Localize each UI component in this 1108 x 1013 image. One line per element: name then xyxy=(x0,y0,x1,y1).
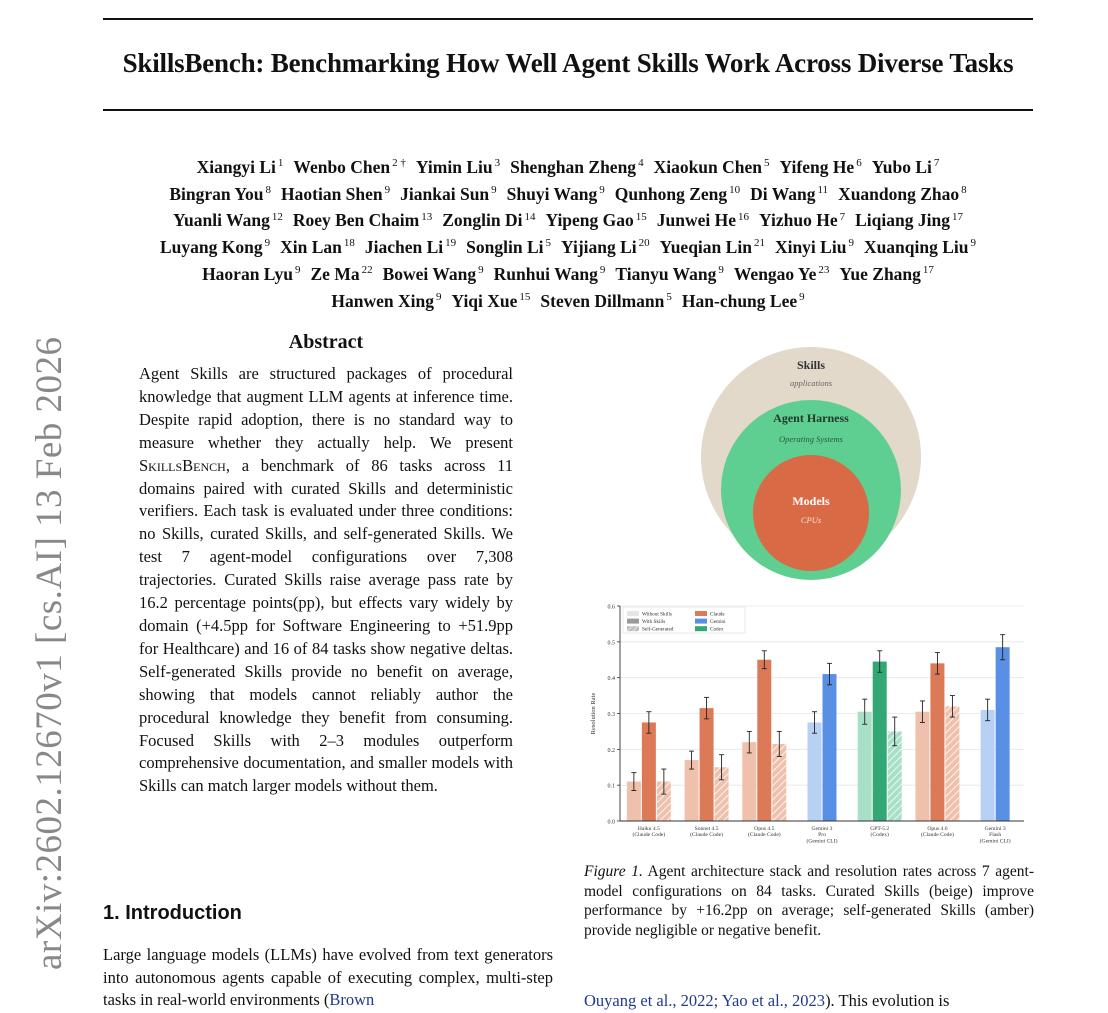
author-name xyxy=(561,237,650,257)
legend-label: Without Skills xyxy=(642,611,672,618)
y-tick-label: 0.0 xyxy=(607,819,615,826)
author-affiliation-mark: 9 xyxy=(718,264,724,277)
legend-label: Claude xyxy=(710,611,725,618)
author-name xyxy=(510,157,643,177)
bar-with-skills xyxy=(996,647,1010,821)
author-affiliation-mark: 13 xyxy=(421,210,433,223)
caption-text: Agent architecture stack and resolution rates across 7 agent-model configurations on 84 tasks. Curated Skills (beige) improve performance by +16.2pp on average; self-generated Skills (amber) provide negligible or negative benefit. xyxy=(584,863,1034,939)
author-affiliation-mark: 9 xyxy=(384,183,391,196)
author-name xyxy=(169,184,271,204)
author-affiliation-mark: 9 xyxy=(848,237,854,250)
author-affiliation-mark: 12 xyxy=(271,210,283,223)
author-name xyxy=(197,157,284,177)
author-name xyxy=(734,264,829,284)
author-affiliation-mark: 9 xyxy=(599,183,605,196)
x-tick-label: GPT-5.2 (Codex) xyxy=(870,826,890,839)
introduction-text xyxy=(103,944,553,1012)
bar-with-skills xyxy=(823,674,837,821)
resolution-rate-chart xyxy=(580,596,1030,854)
author-name xyxy=(775,237,854,257)
models-circle xyxy=(753,455,869,571)
author-name-text: Shenghan Zheng xyxy=(510,156,637,177)
author-name-text: Xuandong Zhao xyxy=(838,183,960,204)
author-name-text: Xin Lan xyxy=(280,237,342,258)
author-name-text: Wenbo Chen xyxy=(293,156,391,177)
author-affiliation-mark: 7 xyxy=(839,210,846,223)
author-name xyxy=(780,157,862,177)
author-name-text: Runhui Wang xyxy=(493,264,598,285)
author-affiliation-mark: 9 xyxy=(478,264,484,277)
author-name xyxy=(331,291,441,311)
author-affiliation-mark: 9 xyxy=(799,291,805,304)
author-name-text: Yue Zhang xyxy=(839,264,921,285)
bar-with-skills xyxy=(642,722,656,821)
author-name xyxy=(507,184,605,204)
paper-title: SkillsBench: Benchmarking How Well Agent Skills Work Across Diverse Tasks xyxy=(122,48,1014,78)
author-name xyxy=(864,237,976,257)
author-list xyxy=(103,152,1033,313)
author-name xyxy=(383,264,484,284)
legend-swatch xyxy=(627,626,639,631)
abstract-text-part-2: , a benchmark of 86 tasks across 11 domains paired with curated Skills and deterministic verifiers. Each task is evaluated under three conditions: no Skills, curated Skills, and self-generated Skills. We test 7 agent-model configurations over 7,308 trajectories. Curated Skills raise average pass rate by 16.2 percentage points(pp), but effects vary widely by domain (+4.5pp for Software Engineering to +51.9pp for Healthcare) and 16 of 84 tasks show negative deltas. Self-generated Skills provide no benefit on average, showing that models cannot reliably author the procedural knowledge they benefit from consuming. Focused Skills with 2–3 modules outperform comprehensive documentation, and smaller models with Skills can match larger models without them. xyxy=(139,455,513,796)
author-affiliation-mark: 8 xyxy=(961,183,967,196)
author-name-text: Luyang Kong xyxy=(159,237,263,258)
author-name-text: Yizhuo He xyxy=(759,210,838,231)
benchmark-name: SkillsBench xyxy=(139,455,226,475)
author-name-text: Junwei He xyxy=(656,210,737,231)
author-name-text: Haoran Lyu xyxy=(202,264,293,285)
x-tick-label: Gemini 3 Flash (Gemini CLI) xyxy=(979,826,1011,845)
author-line xyxy=(103,179,1033,206)
author-name xyxy=(311,264,373,284)
author-name xyxy=(293,157,406,177)
author-name-text: Shuyi Wang xyxy=(506,183,598,204)
y-tick-label: 0.3 xyxy=(607,712,615,718)
author-name-text: Tianyu Wang xyxy=(615,264,717,285)
author-affiliation-mark: 14 xyxy=(524,210,536,223)
author-name xyxy=(657,210,749,230)
author-name-text: Xinyi Liu xyxy=(774,237,847,258)
author-affiliation-mark: 18 xyxy=(343,237,355,250)
author-affiliation-mark: 9 xyxy=(970,237,977,250)
author-affiliation-mark: 6 xyxy=(856,157,862,169)
author-name-text: Yimin Liu xyxy=(415,156,493,177)
author-name-text: Songlin Li xyxy=(466,237,544,258)
x-tick-label: Gemini 3 Pro (Gemini CLI) xyxy=(806,826,838,845)
author-name-text: Yiqi Xue xyxy=(451,290,518,311)
author-name xyxy=(615,184,740,204)
author-affiliation-mark: 17 xyxy=(922,264,934,277)
skills-sublabel: applications xyxy=(789,378,833,388)
author-name xyxy=(442,210,535,230)
abstract-text-part-1: Agent Skills are structured packages of procedural knowledge that augment LLM agents at inference time. Despite rapid adoption, there is no standard way to measure whether they actually help. We present xyxy=(139,364,513,452)
author-name-text: Bingran You xyxy=(169,183,264,204)
legend-label: Self-Generated xyxy=(642,626,674,633)
author-affiliation-mark: 20 xyxy=(638,237,650,250)
author-name xyxy=(759,210,845,230)
models-label: Models xyxy=(792,494,830,508)
author-name-text: Jiankai Sun xyxy=(400,183,490,204)
figure-caption xyxy=(584,862,1034,940)
author-affiliation-mark: 10 xyxy=(729,183,741,196)
y-tick-label: 0.5 xyxy=(607,640,615,647)
bar-without-skills xyxy=(981,710,995,821)
author-name xyxy=(750,184,828,204)
figure-label: Figure 1. xyxy=(584,863,643,880)
author-name-text: Di Wang xyxy=(750,183,816,204)
bar-with-skills xyxy=(757,660,771,821)
author-affiliation-mark: 15 xyxy=(635,210,647,223)
author-name-text: Xiaokun Chen xyxy=(653,156,763,177)
author-name-text: Bowei Wang xyxy=(382,264,477,285)
author-name xyxy=(654,157,770,177)
x-tick-label: Haiku 4.5 (Claude Code) xyxy=(632,826,666,839)
author-affiliation-mark: 3 xyxy=(494,157,501,169)
bar-with-skills xyxy=(873,662,887,821)
author-affiliation-mark: 1 xyxy=(277,157,284,169)
author-name xyxy=(615,264,724,284)
bar-with-skills xyxy=(930,663,944,821)
author-name-text: Ze Ma xyxy=(310,264,360,285)
author-name-text: Steven Dillmann xyxy=(540,290,665,311)
author-affiliation-mark: 17 xyxy=(951,210,963,223)
legend-swatch xyxy=(627,619,639,624)
author-affiliation-mark: 9 xyxy=(599,264,606,277)
y-tick-label: 0.4 xyxy=(607,676,615,683)
author-affiliation-mark: 9 xyxy=(435,291,442,304)
author-name-text: Liqiang Jing xyxy=(855,210,950,231)
author-name xyxy=(416,157,500,177)
author-affiliation-mark: 5 xyxy=(545,237,551,250)
author-name-text: Hanwen Xing xyxy=(331,290,434,311)
author-affiliation-mark: 9 xyxy=(491,183,497,196)
author-affiliation-mark: 21 xyxy=(753,237,765,250)
agent-harness-label: Agent Harness xyxy=(773,411,849,425)
author-affiliation-mark: 22 xyxy=(361,264,373,277)
author-name-text: Yipeng Gao xyxy=(545,210,634,231)
author-name xyxy=(839,264,934,284)
author-name-text: Wengao Ye xyxy=(733,264,817,285)
author-name xyxy=(838,184,967,204)
legend-label: Codex xyxy=(710,626,724,633)
right-column-text xyxy=(584,990,1034,1013)
author-name xyxy=(293,210,432,230)
bar-self-generated xyxy=(945,706,959,821)
author-affiliation-mark: 16 xyxy=(738,210,750,223)
author-name-text: Haotian Shen xyxy=(281,183,383,204)
author-name-text: Han-chung Lee xyxy=(681,290,798,311)
author-name xyxy=(202,264,300,284)
author-name xyxy=(545,210,646,230)
author-affiliation-mark: 2 † xyxy=(392,157,406,169)
y-tick-label: 0.1 xyxy=(607,783,615,790)
author-line xyxy=(103,152,1033,179)
author-affiliation-mark: 8 xyxy=(265,183,272,196)
x-tick-label: Sonnet 4.5 (Claude Code) xyxy=(690,826,723,839)
y-tick-label: 0.2 xyxy=(607,747,615,754)
author-name xyxy=(540,291,671,311)
legend-swatch xyxy=(695,626,707,631)
author-affiliation-mark: 19 xyxy=(445,237,457,250)
models-sublabel: CPUs xyxy=(800,515,822,525)
legend-swatch xyxy=(695,619,707,624)
y-tick-label: 0.6 xyxy=(607,604,615,611)
author-name xyxy=(400,184,497,204)
author-name-text: Yueqian Lin xyxy=(659,237,752,258)
bar-without-skills xyxy=(742,742,756,821)
arxiv-identifier: arXiv:2602.12670v1 [cs.AI] 13 Feb 2026 xyxy=(29,336,70,970)
author-name-text: Jiachen Li xyxy=(364,237,444,258)
author-name-text: Xiangyi Li xyxy=(196,156,276,177)
legend-swatch xyxy=(627,611,639,616)
author-name-text: Qunhong Zeng xyxy=(614,183,728,204)
architecture-stack-diagram xyxy=(690,340,930,580)
author-affiliation-mark: 5 xyxy=(764,157,770,169)
intro-citation-link[interactable]: Brown xyxy=(329,990,375,1009)
author-affiliation-mark: 15 xyxy=(519,291,531,304)
author-affiliation-mark: 9 xyxy=(295,264,301,277)
y-axis-label: Resolution Rate xyxy=(590,692,597,735)
author-name-text: Xuanqing Liu xyxy=(863,237,969,258)
author-name-text: Yuanli Wang xyxy=(173,210,270,231)
author-affiliation-mark: 4 xyxy=(638,157,644,169)
author-name-text: Roey Ben Chaim xyxy=(292,210,420,231)
author-name xyxy=(281,184,390,204)
bar-with-skills xyxy=(700,708,714,821)
legend-label: With Skills xyxy=(642,619,666,626)
author-name-text: Zonglin Di xyxy=(442,210,523,231)
author-affiliation-mark: 7 xyxy=(933,157,940,169)
right-column-paragraph: ). This evolution is xyxy=(825,991,950,1010)
author-line xyxy=(103,286,1033,313)
skills-label: Skills xyxy=(796,358,826,372)
author-line xyxy=(103,206,1033,233)
author-affiliation-mark: 11 xyxy=(817,183,829,196)
x-tick-label: Opus 4.5 (Claude Code) xyxy=(747,826,781,839)
author-name xyxy=(660,237,765,257)
bar-without-skills xyxy=(858,712,872,821)
author-affiliation-mark: 9 xyxy=(264,237,271,250)
abstract-heading: Abstract xyxy=(288,331,364,353)
author-name xyxy=(173,210,283,230)
author-name xyxy=(855,210,963,230)
author-line xyxy=(103,259,1033,286)
x-tick-label: Opus 4.6 (Claude Code) xyxy=(921,826,954,839)
abstract-text xyxy=(139,363,513,798)
author-name xyxy=(872,157,940,177)
author-affiliation-mark: 23 xyxy=(818,264,830,277)
author-name-text: Yubo Li xyxy=(871,156,932,177)
agent-harness-sublabel: Operating Systems xyxy=(779,434,843,444)
author-name xyxy=(682,291,805,311)
legend-label: Gemini xyxy=(710,619,726,626)
author-name-text: Yifeng He xyxy=(779,156,855,177)
author-name xyxy=(451,291,530,311)
top-rule xyxy=(103,18,1033,20)
author-name xyxy=(494,264,606,284)
author-name xyxy=(280,237,355,257)
section-heading-introduction: 1. Introduction xyxy=(103,902,242,924)
author-name xyxy=(160,237,270,257)
author-name-text: Yijiang Li xyxy=(560,237,637,258)
title-bottom-rule xyxy=(103,109,1033,111)
author-name xyxy=(365,237,456,257)
right-column-citation-link[interactable]: Ouyang et al., 2022; Yao et al., 2023 xyxy=(584,991,826,1010)
author-line xyxy=(103,232,1033,259)
bar-without-skills xyxy=(915,712,929,821)
legend-swatch xyxy=(695,611,707,616)
author-name xyxy=(466,237,551,257)
author-affiliation-mark: 5 xyxy=(666,291,672,304)
bar-without-skills xyxy=(808,722,822,821)
intro-paragraph: Large language models (LLMs) have evolved from text generators into autonomous agents capable of executing complex, multi-step tasks in real-world environments ( xyxy=(103,945,553,1009)
